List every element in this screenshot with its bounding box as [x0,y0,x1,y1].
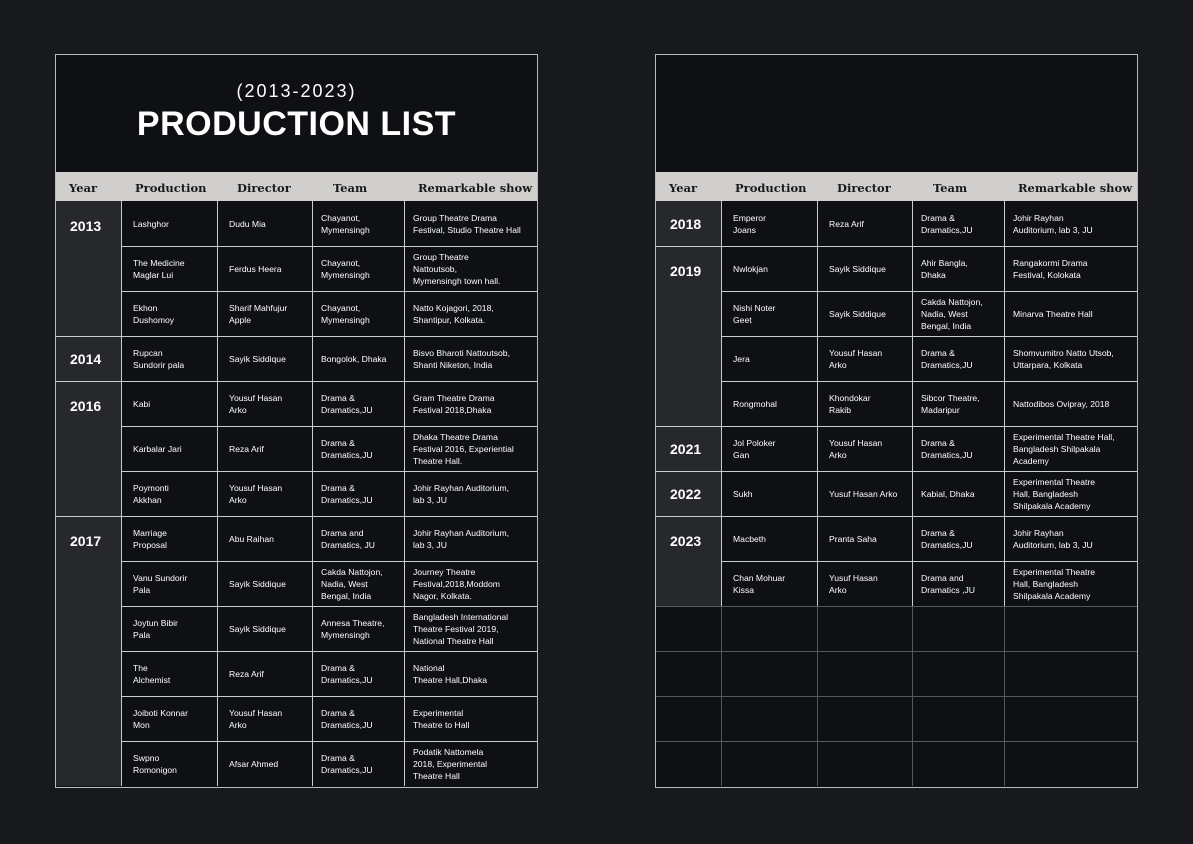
remarkable-show-cell: Natto Kojagori, 2018, Shantipur, Kolkata. [404,292,537,336]
page-title: PRODUCTION LIST [136,105,457,143]
team-cell: Drama & Dramatics,JU [312,652,404,696]
table-header [56,172,537,201]
production-cell: Chan Mohuar Kissa [721,562,817,606]
director-cell: Reza Arif [817,201,912,246]
director-cell: Sayik Siddique [217,562,312,606]
director-cell: Pranta Saha [817,517,912,561]
table-row [121,561,537,606]
empty-cell [912,697,1004,741]
year-group [656,201,721,246]
production-table-left [56,201,537,787]
remarkable-show-cell: Podatik Nattomela 2018, Experimental Theatre Hall [404,742,537,786]
table-row [121,426,537,471]
empty-cell [721,742,817,786]
remarkable-show-cell: Nattodibos Ovipray, 2018 [1004,382,1137,426]
table-row [121,606,537,651]
team-cell: Drama & Dramatics,JU [312,472,404,516]
team-cell: Bongolok, Dhaka [312,337,404,381]
team-cell: Annesa Theatre, Mymensingh [312,607,404,651]
remarkable-show-cell: Journey Theatre Festival,2018,Moddom Nagor, Kolkata. [404,562,537,606]
empty-cell [1004,697,1137,741]
production-cell: Joytun Bibir Pala [121,607,217,651]
remarkable-show-cell: Experimental Theatre to Hall [404,697,537,741]
remarkable-show-cell: Minarva Theatre Hall [1004,292,1137,336]
production-cell: Poymonti Akkhan [121,472,217,516]
empty-cell [817,607,912,651]
remarkable-show-cell: Experimental Theatre Hall, Bangladesh Shilpakala Academy [1004,472,1137,516]
production-cell: Rupcan Sundorir pala [121,337,217,381]
empty-cell [1004,742,1137,786]
production-cell: Kabi [121,382,217,426]
table-row [121,696,537,741]
production-cell: Nwlokjan [721,247,817,291]
production-cell: Vanu Sundorir Pala [121,562,217,606]
empty-cell [817,652,912,696]
production-cell: Sukh [721,472,817,516]
production-cell: Lashghor [121,201,217,246]
remarkable-show-cell: Shomvumitro Natto Utsob, Uttarpara, Kolkata [1004,337,1137,381]
team-cell: Cakda Nattojon, Nadia, West Bengal, India [312,562,404,606]
production-cell: Jera [721,337,817,381]
table-row [721,471,1137,516]
empty-cell [721,652,817,696]
year-label: 2019 [670,263,702,279]
table-row [721,381,1137,426]
header-team: Team [333,181,368,195]
year-label: 2014 [70,351,102,367]
team-cell: Sibcor Theatre, Madaripur [912,382,1004,426]
remarkable-show-cell: Dhaka Theatre Drama Festival 2016, Experiential Theatre Hall. [404,427,537,471]
team-cell: Cakda Nattojon, Nadia, West Bengal, India [912,292,1004,336]
header-production: Production [135,181,207,195]
title-block [56,55,537,172]
remarkable-show-cell: Johir Rayhan Auditorium, lab 3, JU [1004,517,1137,561]
header-remarkable-show: Remarkable show [1018,181,1133,195]
year-group [56,516,121,786]
table-row [721,291,1137,336]
header-director: Director [837,181,891,195]
header-director: Director [237,181,291,195]
year-label: 2017 [70,533,102,549]
production-cell: Emperor Joans [721,201,817,246]
year-label: 2021 [670,441,702,457]
header-production: Production [735,181,807,195]
year-label: 2018 [670,216,702,232]
remarkable-show-cell: Rangakormi Drama Festival, Kolokata [1004,247,1137,291]
director-cell: Yousuf Hasan Arko [217,472,312,516]
header-team: Team [933,181,968,195]
director-cell: Ferdus Heera [217,247,312,291]
table-row [121,516,537,561]
team-cell: Drama & Dramatics,JU [312,742,404,786]
empty-row [721,651,1137,696]
director-cell: Yousuf Hasan Arko [217,382,312,426]
empty-cell [817,742,912,786]
production-cell: Karbalar Jari [121,427,217,471]
remarkable-show-cell: Experimental Theatre Hall, Bangladesh Shilpakala Academy [1004,427,1137,471]
director-cell: Yusuf Hasan Arko [817,472,912,516]
empty-cell [1004,652,1137,696]
director-cell: Khondokar Rakib [817,382,912,426]
remarkable-show-cell: Bangladesh International Theatre Festival 2019, National Theatre Hall [404,607,537,651]
empty-row [721,696,1137,741]
production-cell: Nishi Noter Geet [721,292,817,336]
empty-cell [912,607,1004,651]
empty-cell [721,697,817,741]
table-row [721,426,1137,471]
year-group [56,336,121,381]
team-cell: Drama & Dramatics,JU [312,697,404,741]
remarkable-show-cell: Gram Theatre Drama Festival 2018,Dhaka [404,382,537,426]
team-cell: Chayanot, Mymensingh [312,247,404,291]
production-list-page-right [655,54,1138,788]
table-row [121,651,537,696]
table-row [121,381,537,426]
empty-cell [817,697,912,741]
director-cell: Yousuf Hasan Arko [817,427,912,471]
header-year: Year [669,181,698,195]
empty-year-separator [656,696,721,697]
empty-row [721,741,1137,786]
table-row [121,336,537,381]
team-cell: Kabial, Dhaka [912,472,1004,516]
header-remarkable-show: Remarkable show [418,181,533,195]
empty-year-separator [656,741,721,742]
table-row [721,336,1137,381]
empty-row [721,606,1137,651]
team-cell: Drama & Dramatics,JU [912,201,1004,246]
production-cell: The Alchemist [121,652,217,696]
production-cell: Rongmohal [721,382,817,426]
director-cell: Sayik Siddique [217,607,312,651]
remarkable-show-cell: Johir Rayhan Auditorium, lab 3, JU [1004,201,1137,246]
production-table-right [656,201,1137,787]
director-cell: Reza Arif [217,427,312,471]
year-group [656,426,721,471]
table-row [721,201,1137,246]
production-cell: Marriage Proposal [121,517,217,561]
empty-cell [721,607,817,651]
remarkable-show-cell: Group Theatre Drama Festival, Studio Theatre Hall [404,201,537,246]
table-row [121,471,537,516]
empty-cell [912,652,1004,696]
year-label: 2022 [670,486,702,502]
remarkable-show-cell: Group Theatre Nattoutsob, Mymensingh town hall. [404,247,537,291]
director-cell: Sayik Siddique [817,292,912,336]
year-group [656,471,721,516]
production-cell: Swpno Romonigon [121,742,217,786]
remarkable-show-cell: Johir Rayhan Auditorium, lab 3, JU [404,472,537,516]
director-cell: Reza Arif [217,652,312,696]
production-cell: Joiboti Konnar Mon [121,697,217,741]
year-group [656,246,721,426]
table-row [121,201,537,246]
team-cell: Drama & Dramatics,JU [912,427,1004,471]
production-list-page-left [55,54,538,788]
year-group [56,201,121,336]
team-cell: Drama & Dramatics,JU [312,427,404,471]
production-cell: Jol Poloker Gan [721,427,817,471]
table-header [656,172,1137,201]
director-cell: Yusuf Hasan Arko [817,562,912,606]
empty-year-separator [656,606,721,607]
empty-cell [1004,607,1137,651]
remarkable-show-cell: Experimental Theatre Hall, Bangladesh Shilpakala Academy [1004,562,1137,606]
table-row [721,561,1137,606]
team-cell: Chayanot, Mymensingh [312,201,404,246]
table-row [721,246,1137,291]
year-label: 2023 [670,533,702,549]
team-cell: Drama & Dramatics,JU [312,382,404,426]
team-cell: Drama and Dramatics, JU [312,517,404,561]
team-cell: Drama & Dramatics,JU [912,517,1004,561]
year-label: 2013 [70,218,102,234]
team-cell: Drama & Dramatics,JU [912,337,1004,381]
director-cell: Yousuf Hasan Arko [817,337,912,381]
year-group [56,381,121,516]
director-cell: Afsar Ahmed [217,742,312,786]
year-group [656,516,721,606]
director-cell: Yousuf Hasan Arko [217,697,312,741]
table-row [121,246,537,291]
director-cell: Dudu Mia [217,201,312,246]
header-year: Year [69,181,98,195]
director-cell: Sayik Siddique [217,337,312,381]
production-cell: The Medicine Maglar Lui [121,247,217,291]
production-cell: Macbeth [721,517,817,561]
team-cell: Chayanot, Mymensingh [312,292,404,336]
year-label: 2016 [70,398,102,414]
director-cell: Abu Raihan [217,517,312,561]
team-cell: Drama and Dramatics ,JU [912,562,1004,606]
table-row [121,291,537,336]
remarkable-show-cell: National Theatre Hall,Dhaka [404,652,537,696]
title-years: (2013-2023) [236,81,357,101]
remarkable-show-cell: Johir Rayhan Auditorium, lab 3, JU [404,517,537,561]
table-row [121,741,537,786]
team-cell: Ahir Bangla, Dhaka [912,247,1004,291]
empty-year-separator [656,651,721,652]
empty-cell [912,742,1004,786]
director-cell: Sharif Mahfujur Apple [217,292,312,336]
table-row [721,516,1137,561]
director-cell: Sayik Siddique [817,247,912,291]
production-cell: Ekhon Dushomoy [121,292,217,336]
remarkable-show-cell: Bisvo Bharoti Nattoutsob, Shanti Niketon, India [404,337,537,381]
